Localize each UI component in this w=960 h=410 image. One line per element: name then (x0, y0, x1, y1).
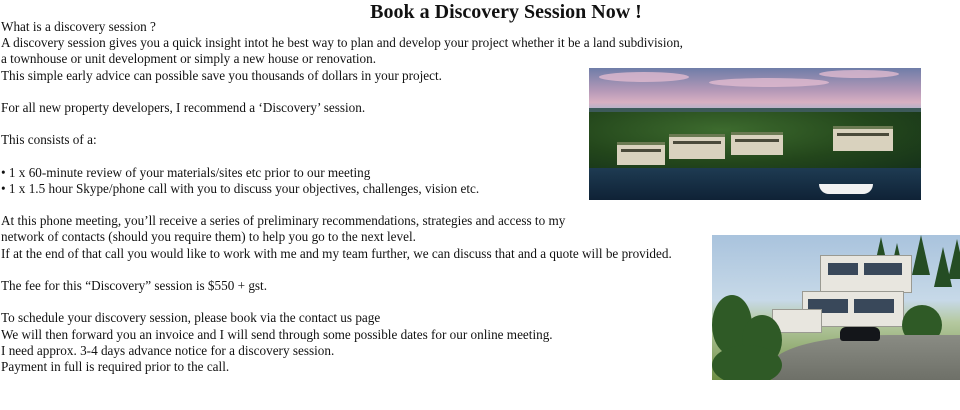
text-line: At this phone meeting, you’ll receive a series of preliminary recommendations, strategies and access to my (1, 213, 566, 229)
text-line: network of contacts (should you require them) to help you go to the next level. (1, 229, 416, 245)
text-line: What is a discovery session ? (1, 19, 156, 34)
text-line: To schedule your discovery session, please book via the contact us page (1, 310, 381, 326)
paragraph-gap (1, 294, 721, 310)
text-line: For all new property developers, I recommend a ‘Discovery’ session. (1, 99, 366, 115)
text-line: A discovery session gives you a quick insight intot he best way to plan and develop your project whether it be a land subdivision, (1, 35, 683, 51)
text-line: This consists of a: (1, 132, 97, 148)
bullet-item: • 1 x 1.5 hour Skype/phone call with you to discuss your objectives, challenges, vision etc. (1, 180, 480, 196)
paragraph-gap (1, 262, 721, 278)
text-line: a townhouse or unit development or simply a new house or renovation. (1, 51, 377, 67)
text-line: This simple early advice can possible save you thousands of dollars in your project. (1, 67, 442, 83)
text-line: I need approx. 3-4 days advance notice for a discovery session. (1, 342, 335, 358)
fee-text: The fee for this “Discovery” session is $550 + gst. (1, 278, 268, 293)
waterfront-development-image (589, 68, 921, 200)
hillside-house-image (712, 235, 960, 380)
text-line: We will then forward you an invoice and I will send through some possible dates for our online meeting. (1, 326, 553, 342)
text-line: Payment in full is required prior to the call. (1, 358, 230, 374)
text-line: If at the end of that call you would like to work with me and my team further, we can discuss that and a quote will be provided. (1, 245, 672, 261)
bullet-item: • 1 x 60-minute review of your materials/sites etc prior to our meeting (1, 164, 371, 180)
page-title: Book a Discovery Session Now ! (370, 1, 642, 23)
